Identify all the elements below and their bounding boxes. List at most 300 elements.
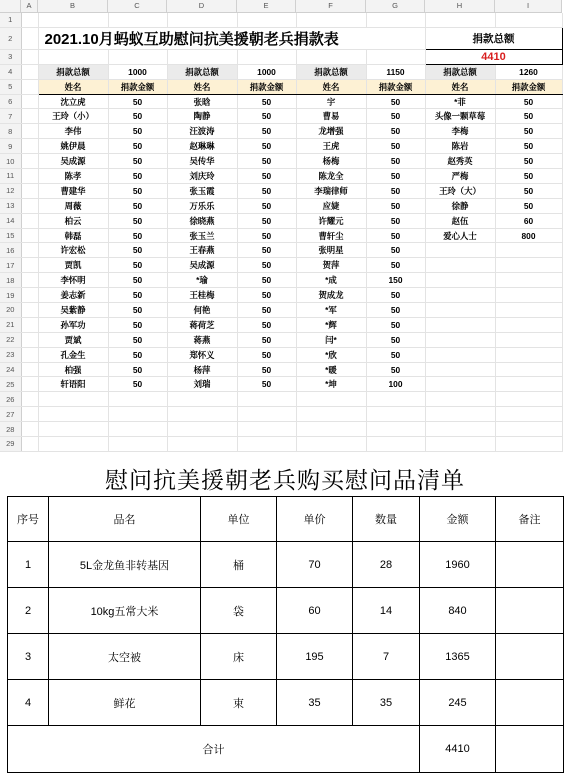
donor-name[interactable]: 姚伊晨	[38, 139, 108, 154]
cell-a[interactable]	[21, 407, 38, 422]
purchase-cell: 1	[8, 542, 49, 588]
empty-cell[interactable]	[425, 243, 495, 258]
donor-amount[interactable]: 50	[108, 94, 167, 109]
donor-name[interactable]: 王虎	[296, 139, 366, 154]
subtotal-label[interactable]: 捐款总额	[167, 64, 237, 79]
donor-name[interactable]: 柏云	[38, 213, 108, 228]
row-header[interactable]: 20	[0, 303, 21, 318]
cell-a[interactable]	[21, 303, 38, 318]
column-header-e[interactable]: E	[237, 0, 296, 13]
donor-name[interactable]: 闫*	[296, 332, 366, 347]
row-header[interactable]: 21	[0, 317, 21, 332]
empty-cell[interactable]	[495, 258, 562, 273]
donor-name[interactable]: 徐静	[425, 198, 495, 213]
cell-a[interactable]	[21, 198, 38, 213]
subtotal-value[interactable]: 1150	[366, 64, 425, 79]
donor-name[interactable]: 陈孝	[38, 169, 108, 184]
empty-cell[interactable]	[425, 258, 495, 273]
header-name[interactable]: 姓名	[167, 79, 237, 94]
cell[interactable]	[237, 13, 296, 27]
donor-amount[interactable]: 50	[366, 94, 425, 109]
empty-cell[interactable]	[425, 377, 495, 392]
cell-a[interactable]	[21, 49, 38, 64]
column-header-b[interactable]: B	[38, 0, 108, 13]
empty-cell[interactable]	[495, 317, 562, 332]
donor-name[interactable]: 宇	[296, 94, 366, 109]
sheet-title[interactable]: 2021.10月蚂蚁互助慰问抗美援朝老兵捐款表	[38, 27, 425, 49]
empty-cell[interactable]	[495, 377, 562, 392]
donor-amount[interactable]: 50	[366, 139, 425, 154]
donor-name[interactable]: *暖	[296, 362, 366, 377]
cell-a[interactable]	[21, 347, 38, 362]
donor-name[interactable]: *坤	[296, 377, 366, 392]
donor-amount[interactable]: 50	[237, 154, 296, 169]
empty-cell[interactable]	[425, 437, 495, 452]
empty-cell[interactable]	[296, 422, 366, 437]
row-header[interactable]: 25	[0, 377, 21, 392]
donor-name[interactable]: 吴传华	[167, 154, 237, 169]
donor-amount[interactable]: 50	[237, 258, 296, 273]
donor-amount[interactable]: 50	[495, 139, 562, 154]
empty-cell[interactable]	[237, 392, 296, 407]
row-header[interactable]: 17	[0, 258, 21, 273]
grand-total-label[interactable]: 捐款总额	[425, 27, 562, 49]
donor-name[interactable]: 徐晓燕	[167, 213, 237, 228]
cell-a[interactable]	[21, 437, 38, 452]
row-header[interactable]: 14	[0, 213, 21, 228]
row-header[interactable]: 18	[0, 273, 21, 288]
donor-amount[interactable]: 50	[108, 377, 167, 392]
row-header[interactable]: 11	[0, 169, 21, 184]
cell-a[interactable]	[21, 332, 38, 347]
empty-cell[interactable]	[425, 422, 495, 437]
cell-a[interactable]	[21, 228, 38, 243]
donor-name[interactable]: 孙军功	[38, 317, 108, 332]
empty-cell[interactable]	[38, 437, 108, 452]
row-header[interactable]: 15	[0, 228, 21, 243]
cell-a[interactable]	[21, 243, 38, 258]
empty-cell[interactable]	[425, 317, 495, 332]
donor-amount[interactable]: 50	[237, 243, 296, 258]
purchase-cell: 太空被	[49, 634, 201, 680]
row-header[interactable]: 3	[0, 49, 21, 64]
donor-amount[interactable]: 50	[237, 109, 296, 124]
cell-a[interactable]	[21, 288, 38, 303]
donor-amount[interactable]: 50	[495, 183, 562, 198]
donor-name[interactable]: 孔金生	[38, 347, 108, 362]
donor-amount[interactable]: 50	[495, 109, 562, 124]
empty-cell[interactable]	[495, 362, 562, 377]
empty-cell[interactable]	[495, 303, 562, 318]
donor-name[interactable]: 吴成源	[38, 154, 108, 169]
donor-amount[interactable]: 50	[366, 213, 425, 228]
donor-name[interactable]: *瑜	[167, 273, 237, 288]
header-amount[interactable]: 捐款金额	[237, 79, 296, 94]
empty-cell[interactable]	[237, 437, 296, 452]
select-all-corner[interactable]	[0, 0, 21, 13]
cell-a[interactable]	[21, 377, 38, 392]
column-header-h[interactable]: H	[425, 0, 495, 13]
cell[interactable]	[425, 13, 495, 27]
cell[interactable]	[167, 13, 237, 27]
column-header-f[interactable]: F	[296, 0, 366, 13]
donor-name[interactable]: 周薇	[38, 198, 108, 213]
donor-amount[interactable]: 50	[237, 347, 296, 362]
donor-name[interactable]: 应婕	[296, 198, 366, 213]
cell-a[interactable]	[21, 183, 38, 198]
donor-name[interactable]: 王玲（小）	[38, 109, 108, 124]
donor-amount[interactable]: 50	[366, 288, 425, 303]
donor-name[interactable]: 李伟	[38, 124, 108, 139]
column-header-a[interactable]: A	[21, 0, 38, 13]
cell[interactable]	[167, 49, 237, 64]
cell-a[interactable]	[21, 79, 38, 94]
donor-name[interactable]: 张玉兰	[167, 228, 237, 243]
row-header[interactable]: 12	[0, 183, 21, 198]
row-header[interactable]: 6	[0, 94, 21, 109]
donor-amount[interactable]: 50	[366, 332, 425, 347]
donor-amount[interactable]: 50	[366, 228, 425, 243]
subtotal-value[interactable]: 1000	[237, 64, 296, 79]
row-header[interactable]: 1	[0, 13, 21, 27]
purchase-cell: 1960	[420, 542, 496, 588]
cell[interactable]	[38, 13, 108, 27]
donor-name[interactable]: 曹易	[296, 109, 366, 124]
donor-name[interactable]: 轩语阳	[38, 377, 108, 392]
empty-cell[interactable]	[38, 392, 108, 407]
donor-amount[interactable]: 50	[366, 347, 425, 362]
row-header[interactable]: 27	[0, 407, 21, 422]
donor-amount[interactable]: 50	[108, 154, 167, 169]
column-header-c[interactable]: C	[108, 0, 167, 13]
donor-amount[interactable]: 50	[108, 109, 167, 124]
donor-name[interactable]: *成	[296, 273, 366, 288]
subtotal-label[interactable]: 捐款总额	[296, 64, 366, 79]
donor-amount[interactable]: 50	[237, 169, 296, 184]
donor-amount[interactable]: 50	[108, 228, 167, 243]
donor-name[interactable]: 陈岩	[425, 139, 495, 154]
donor-name[interactable]: 许耀元	[296, 213, 366, 228]
cell-a[interactable]	[21, 154, 38, 169]
donor-name[interactable]: 贾凯	[38, 258, 108, 273]
donor-name[interactable]: 蒋荷芝	[167, 317, 237, 332]
cell-a[interactable]	[21, 94, 38, 109]
cell-a[interactable]	[21, 273, 38, 288]
empty-cell[interactable]	[495, 347, 562, 362]
donor-name[interactable]: *辉	[296, 317, 366, 332]
empty-cell[interactable]	[108, 422, 167, 437]
donor-amount[interactable]: 50	[108, 273, 167, 288]
donor-amount[interactable]: 50	[495, 94, 562, 109]
donor-amount[interactable]: 50	[108, 213, 167, 228]
row-header[interactable]: 4	[0, 64, 21, 79]
donor-amount[interactable]: 50	[108, 139, 167, 154]
donor-name[interactable]: *菲	[425, 94, 495, 109]
cell-a[interactable]	[21, 139, 38, 154]
cell-a[interactable]	[21, 13, 38, 27]
empty-cell[interactable]	[425, 303, 495, 318]
subtotal-label[interactable]: 捐款总额	[38, 64, 108, 79]
donor-amount[interactable]: 50	[237, 273, 296, 288]
row-header[interactable]: 29	[0, 437, 21, 452]
subtotal-label[interactable]: 捐款总额	[425, 64, 495, 79]
empty-cell[interactable]	[237, 407, 296, 422]
row-header[interactable]: 8	[0, 124, 21, 139]
cell[interactable]	[366, 49, 425, 64]
empty-cell[interactable]	[167, 407, 237, 422]
donor-name[interactable]: 赵秀英	[425, 154, 495, 169]
donor-amount[interactable]: 50	[366, 109, 425, 124]
cell-a[interactable]	[21, 213, 38, 228]
donor-name[interactable]: 郑怀义	[167, 347, 237, 362]
donor-name[interactable]: 蒋燕	[167, 332, 237, 347]
empty-cell[interactable]	[495, 288, 562, 303]
donor-amount[interactable]: 50	[366, 183, 425, 198]
empty-cell[interactable]	[38, 422, 108, 437]
donor-name[interactable]: 许宏松	[38, 243, 108, 258]
donor-amount[interactable]: 50	[366, 198, 425, 213]
donor-amount[interactable]: 50	[366, 362, 425, 377]
donor-name[interactable]: 柏强	[38, 362, 108, 377]
empty-cell[interactable]	[108, 392, 167, 407]
empty-cell[interactable]	[495, 407, 562, 422]
donor-amount[interactable]: 50	[495, 154, 562, 169]
row-header[interactable]: 13	[0, 198, 21, 213]
grand-total-value[interactable]: 4410	[425, 49, 562, 64]
column-header-d[interactable]: D	[167, 0, 237, 13]
donor-name[interactable]: 张晗	[167, 94, 237, 109]
donor-name[interactable]: 张玉霞	[167, 183, 237, 198]
empty-cell[interactable]	[167, 422, 237, 437]
donor-amount[interactable]: 50	[108, 303, 167, 318]
donor-amount[interactable]: 50	[237, 377, 296, 392]
donor-name[interactable]: 龙增强	[296, 124, 366, 139]
empty-cell[interactable]	[167, 437, 237, 452]
donor-name[interactable]: 韩磊	[38, 228, 108, 243]
purchase-cell: 195	[277, 634, 353, 680]
row-header[interactable]: 5	[0, 79, 21, 94]
donor-name[interactable]: 曹建华	[38, 183, 108, 198]
cell-a[interactable]	[21, 422, 38, 437]
empty-cell[interactable]	[366, 422, 425, 437]
donor-name[interactable]: 杨萍	[167, 362, 237, 377]
donor-amount[interactable]: 150	[366, 273, 425, 288]
empty-cell[interactable]	[495, 437, 562, 452]
donor-amount[interactable]: 100	[366, 377, 425, 392]
donor-amount[interactable]: 50	[237, 228, 296, 243]
cell-a[interactable]	[21, 169, 38, 184]
empty-cell[interactable]	[425, 407, 495, 422]
empty-cell[interactable]	[425, 273, 495, 288]
donor-name[interactable]: 汪波涛	[167, 124, 237, 139]
donor-name[interactable]: 李怀明	[38, 273, 108, 288]
empty-cell[interactable]	[366, 407, 425, 422]
donor-amount[interactable]: 50	[495, 169, 562, 184]
donor-amount[interactable]: 50	[108, 124, 167, 139]
cell-a[interactable]	[21, 64, 38, 79]
donation-grid	[0, 13, 563, 452]
row-header[interactable]: 16	[0, 243, 21, 258]
empty-cell[interactable]	[296, 407, 366, 422]
cell-a[interactable]	[21, 392, 38, 407]
cell-a[interactable]	[21, 124, 38, 139]
donor-name[interactable]: 李瑞律师	[296, 183, 366, 198]
donor-amount[interactable]: 50	[366, 154, 425, 169]
donor-name[interactable]: 李梅	[425, 124, 495, 139]
donor-amount[interactable]: 50	[237, 94, 296, 109]
empty-cell[interactable]	[237, 422, 296, 437]
empty-cell[interactable]	[495, 273, 562, 288]
purchase-header: 备注	[496, 497, 564, 542]
header-amount[interactable]: 捐款金额	[495, 79, 562, 94]
row-header[interactable]: 10	[0, 154, 21, 169]
donor-amount[interactable]: 50	[237, 288, 296, 303]
row-header[interactable]: 23	[0, 347, 21, 362]
empty-cell[interactable]	[495, 422, 562, 437]
donor-amount[interactable]: 50	[366, 317, 425, 332]
donor-amount[interactable]: 50	[108, 198, 167, 213]
header-amount[interactable]: 捐款金额	[108, 79, 167, 94]
donor-amount[interactable]: 50	[366, 258, 425, 273]
donor-amount[interactable]: 800	[495, 228, 562, 243]
cell[interactable]	[296, 49, 366, 64]
cell-a[interactable]	[21, 27, 38, 49]
donor-amount[interactable]: 50	[108, 362, 167, 377]
empty-cell[interactable]	[425, 362, 495, 377]
donor-name[interactable]: 陶静	[167, 109, 237, 124]
donor-name[interactable]: 爱心人士	[425, 228, 495, 243]
cell-a[interactable]	[21, 362, 38, 377]
donor-amount[interactable]: 50	[108, 347, 167, 362]
donor-name[interactable]: 曹轩尘	[296, 228, 366, 243]
row-header[interactable]: 26	[0, 392, 21, 407]
empty-cell[interactable]	[108, 407, 167, 422]
donor-amount[interactable]: 50	[495, 198, 562, 213]
donor-name[interactable]: 刘庆玲	[167, 169, 237, 184]
subtotal-value[interactable]: 1260	[495, 64, 562, 79]
donor-name[interactable]: 王春燕	[167, 243, 237, 258]
donor-name[interactable]: 张明星	[296, 243, 366, 258]
donor-name[interactable]: 贺萍	[296, 258, 366, 273]
empty-cell[interactable]	[425, 288, 495, 303]
donor-amount[interactable]: 50	[366, 303, 425, 318]
donor-amount[interactable]: 50	[366, 124, 425, 139]
cell[interactable]	[108, 49, 167, 64]
empty-cell[interactable]	[495, 243, 562, 258]
purchase-cell	[496, 680, 564, 726]
donor-name[interactable]: 王玲（大）	[425, 183, 495, 198]
cell[interactable]	[296, 13, 366, 27]
empty-cell[interactable]	[495, 392, 562, 407]
cell[interactable]	[237, 49, 296, 64]
row-header[interactable]: 19	[0, 288, 21, 303]
header-name[interactable]: 姓名	[38, 79, 108, 94]
donor-name[interactable]: 刘瑞	[167, 377, 237, 392]
donor-amount[interactable]: 50	[237, 362, 296, 377]
header-amount[interactable]: 捐款金额	[366, 79, 425, 94]
donor-amount[interactable]: 50	[237, 139, 296, 154]
header-name[interactable]: 姓名	[296, 79, 366, 94]
empty-cell[interactable]	[296, 392, 366, 407]
donor-amount[interactable]: 50	[108, 243, 167, 258]
donor-name[interactable]: 赵伍	[425, 213, 495, 228]
row-header[interactable]: 28	[0, 422, 21, 437]
donor-name[interactable]: 吴成源	[167, 258, 237, 273]
donor-amount[interactable]: 60	[495, 213, 562, 228]
header-name[interactable]: 姓名	[425, 79, 495, 94]
cell[interactable]	[495, 13, 562, 27]
empty-cell[interactable]	[425, 347, 495, 362]
donor-name[interactable]: 贾斌	[38, 332, 108, 347]
donor-amount[interactable]: 50	[108, 258, 167, 273]
cell[interactable]	[366, 13, 425, 27]
donor-amount[interactable]: 50	[108, 169, 167, 184]
row-header[interactable]: 9	[0, 139, 21, 154]
donor-amount[interactable]: 50	[237, 198, 296, 213]
donor-name[interactable]: 沈立虎	[38, 94, 108, 109]
donor-amount[interactable]: 50	[108, 183, 167, 198]
empty-cell[interactable]	[167, 392, 237, 407]
empty-cell[interactable]	[425, 392, 495, 407]
donor-amount[interactable]: 50	[237, 124, 296, 139]
row-header[interactable]: 7	[0, 109, 21, 124]
cell[interactable]	[108, 13, 167, 27]
donor-amount[interactable]: 50	[237, 303, 296, 318]
column-header-i[interactable]: I	[495, 0, 562, 13]
cell-a[interactable]	[21, 258, 38, 273]
donor-amount[interactable]: 50	[237, 317, 296, 332]
empty-cell[interactable]	[366, 437, 425, 452]
donor-amount[interactable]: 50	[495, 124, 562, 139]
row-header[interactable]: 22	[0, 332, 21, 347]
donor-name[interactable]: 王桂梅	[167, 288, 237, 303]
donor-amount[interactable]: 50	[108, 332, 167, 347]
donor-amount[interactable]: 50	[108, 317, 167, 332]
donor-name[interactable]: 何艳	[167, 303, 237, 318]
cell-a[interactable]	[21, 317, 38, 332]
donor-name[interactable]: 头像一颗草莓	[425, 109, 495, 124]
empty-cell[interactable]	[366, 392, 425, 407]
cell[interactable]	[38, 49, 108, 64]
donor-amount[interactable]: 50	[366, 169, 425, 184]
donor-amount[interactable]: 50	[237, 183, 296, 198]
empty-cell[interactable]	[108, 437, 167, 452]
donor-name[interactable]: 杨梅	[296, 154, 366, 169]
empty-cell[interactable]	[425, 332, 495, 347]
donor-name[interactable]: 万乐乐	[167, 198, 237, 213]
donor-name[interactable]: 贺成龙	[296, 288, 366, 303]
empty-cell[interactable]	[38, 407, 108, 422]
donor-name[interactable]: 姜志新	[38, 288, 108, 303]
empty-cell[interactable]	[495, 332, 562, 347]
donor-name[interactable]: 严梅	[425, 169, 495, 184]
subtotal-value[interactable]: 1000	[108, 64, 167, 79]
donor-amount[interactable]: 50	[366, 243, 425, 258]
donor-amount[interactable]: 50	[108, 288, 167, 303]
cell-a[interactable]	[21, 109, 38, 124]
donor-name[interactable]: *欣	[296, 347, 366, 362]
donor-amount[interactable]: 50	[237, 213, 296, 228]
row-header[interactable]: 2	[0, 27, 21, 49]
donor-name[interactable]: 吴紫静	[38, 303, 108, 318]
donor-name[interactable]: *军	[296, 303, 366, 318]
row-header[interactable]: 24	[0, 362, 21, 377]
donor-name[interactable]: 赵琳琳	[167, 139, 237, 154]
donor-name[interactable]: 陈龙全	[296, 169, 366, 184]
donor-amount[interactable]: 50	[237, 332, 296, 347]
empty-cell[interactable]	[296, 437, 366, 452]
column-header-g[interactable]: G	[366, 0, 425, 13]
